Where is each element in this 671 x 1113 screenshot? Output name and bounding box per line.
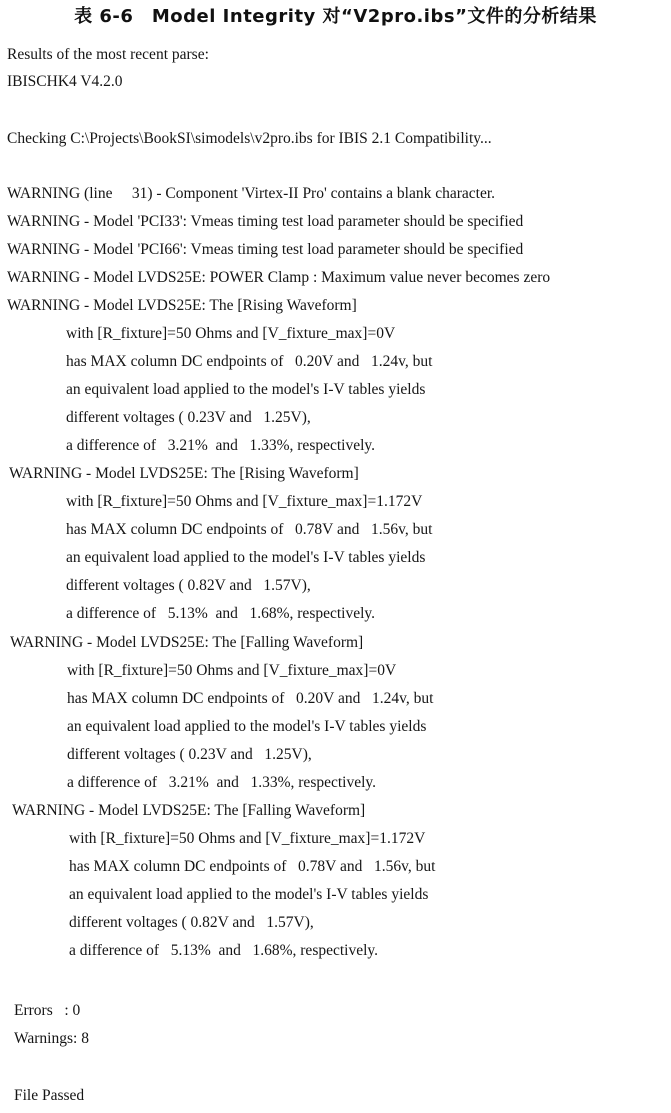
table-caption: 表 6-6 Model Integrity 对“V2pro.ibs”文件的分析结果 xyxy=(74,6,597,27)
warning-line: WARNING - Model 'PCI66': Vmeas timing test load parameter should be specified xyxy=(7,241,524,258)
waveform-detail-line: has MAX column DC endpoints of 0.20V and 1.24v, but xyxy=(66,353,433,370)
waveform-warning-title: WARNING - Model LVDS25E: The [Rising Waveform] xyxy=(9,465,359,482)
waveform-detail-line: has MAX column DC endpoints of 0.78V and 1.56v, but xyxy=(69,858,436,875)
waveform-detail-line: an equivalent load applied to the model's I-V tables yields xyxy=(67,718,427,735)
warning-line: WARNING - Model LVDS25E: POWER Clamp : Maximum value never becomes zero xyxy=(7,269,551,286)
waveform-warning-title: WARNING - Model LVDS25E: The [Rising Waveform] xyxy=(7,297,357,314)
waveform-detail-line: with [R_fixture]=50 Ohms and [V_fixture_max]=1.172V xyxy=(66,493,423,510)
waveform-detail-line: has MAX column DC endpoints of 0.78V and 1.56v, but xyxy=(66,521,433,538)
waveform-detail-line: a difference of 5.13% and 1.68%, respectively. xyxy=(66,605,376,622)
warning-line: WARNING - Model 'PCI33': Vmeas timing test load parameter should be specified xyxy=(7,213,524,230)
waveform-detail-line: an equivalent load applied to the model's I-V tables yields xyxy=(69,886,429,903)
warning-line: WARNING (line 31) - Component 'Virtex-II Pro' contains a blank character. xyxy=(7,185,496,202)
warnings-count: Warnings: 8 xyxy=(14,1030,89,1047)
waveform-detail-line: different voltages ( 0.23V and 1.25V), xyxy=(67,746,312,763)
results-label: Results of the most recent parse: xyxy=(7,46,209,63)
parse-result: File Passed xyxy=(14,1087,85,1104)
waveform-detail-line: different voltages ( 0.23V and 1.25V), xyxy=(66,409,311,426)
checker-version: IBISCHK4 V4.2.0 xyxy=(7,73,123,90)
waveform-detail-line: an equivalent load applied to the model's I-V tables yields xyxy=(66,549,426,566)
waveform-detail-line: has MAX column DC endpoints of 0.20V and 1.24v, but xyxy=(67,690,434,707)
waveform-detail-line: different voltages ( 0.82V and 1.57V), xyxy=(66,577,311,594)
errors-count: Errors : 0 xyxy=(14,1002,81,1019)
waveform-warning-title: WARNING - Model LVDS25E: The [Falling Waveform] xyxy=(10,634,364,651)
waveform-detail-line: different voltages ( 0.82V and 1.57V), xyxy=(69,914,314,931)
waveform-detail-line: with [R_fixture]=50 Ohms and [V_fixture_max]=0V xyxy=(67,662,397,679)
waveform-warning-title: WARNING - Model LVDS25E: The [Falling Waveform] xyxy=(12,802,366,819)
waveform-detail-line: an equivalent load applied to the model's I-V tables yields xyxy=(66,381,426,398)
waveform-detail-line: with [R_fixture]=50 Ohms and [V_fixture_max]=0V xyxy=(66,325,396,342)
waveform-detail-line: a difference of 5.13% and 1.68%, respectively. xyxy=(69,942,379,959)
waveform-detail-line: a difference of 3.21% and 1.33%, respectively. xyxy=(66,437,376,454)
waveform-detail-line: with [R_fixture]=50 Ohms and [V_fixture_max]=1.172V xyxy=(69,830,426,847)
waveform-detail-line: a difference of 3.21% and 1.33%, respectively. xyxy=(67,774,377,791)
checking-line: Checking C:\Projects\BookSI\simodels\v2pro.ibs for IBIS 2.1 Compatibility... xyxy=(7,130,492,147)
